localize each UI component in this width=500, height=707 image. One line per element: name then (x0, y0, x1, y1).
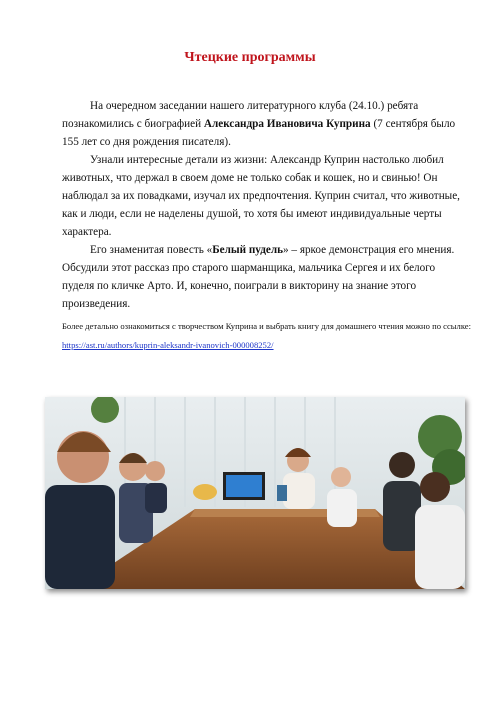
story-text-start: Его знаменитая повесть « (90, 244, 213, 256)
paragraph-biography: Узнали интересные детали из жизни: Александр Куприн настолько любил животных, что держал в своем доме не только собак и кошек, но и свинью! Он наблюдал за их повадками, изучал их предпочтения. Куприн считал, что животные, как и люди, если не наделены душой, то хотя бы имеют индивидуальные черты характера. (62, 154, 460, 238)
paragraph-intro (62, 97, 462, 151)
more-info-text: Более детально ознакомиться с творчеством Куприна и выбрать книгу для домашнего чтения можно по ссылке: (62, 321, 471, 331)
paragraph-story (62, 241, 462, 313)
author-name: Александра Ивановича Куприна (203, 118, 371, 130)
story-text-end: » – яркое демонстрация его мнения. Обсудили этот рассказ про старого шарманщика, мальчика Сергея и их белого пуделя по кличке Арто. И, конечно, поиграли в викторину на знание этого произведения. (62, 244, 455, 310)
club-meeting-photo (45, 397, 465, 589)
author-link[interactable]: https://ast.ru/authors/kuprin-aleksandr-ivanovich-000008252/ (62, 340, 274, 350)
intro-text-start: На очередном заседании нашего литературного клуба (24.10.) ребята познакомились с биографией (62, 100, 419, 130)
intro-text-end: (7 сентября было 155 лет со дня рождения писателя). (62, 118, 456, 148)
page-title: Чтецкие программы (184, 50, 316, 65)
story-title: Белый пудель (212, 244, 284, 256)
more-info-paragraph (62, 317, 472, 355)
